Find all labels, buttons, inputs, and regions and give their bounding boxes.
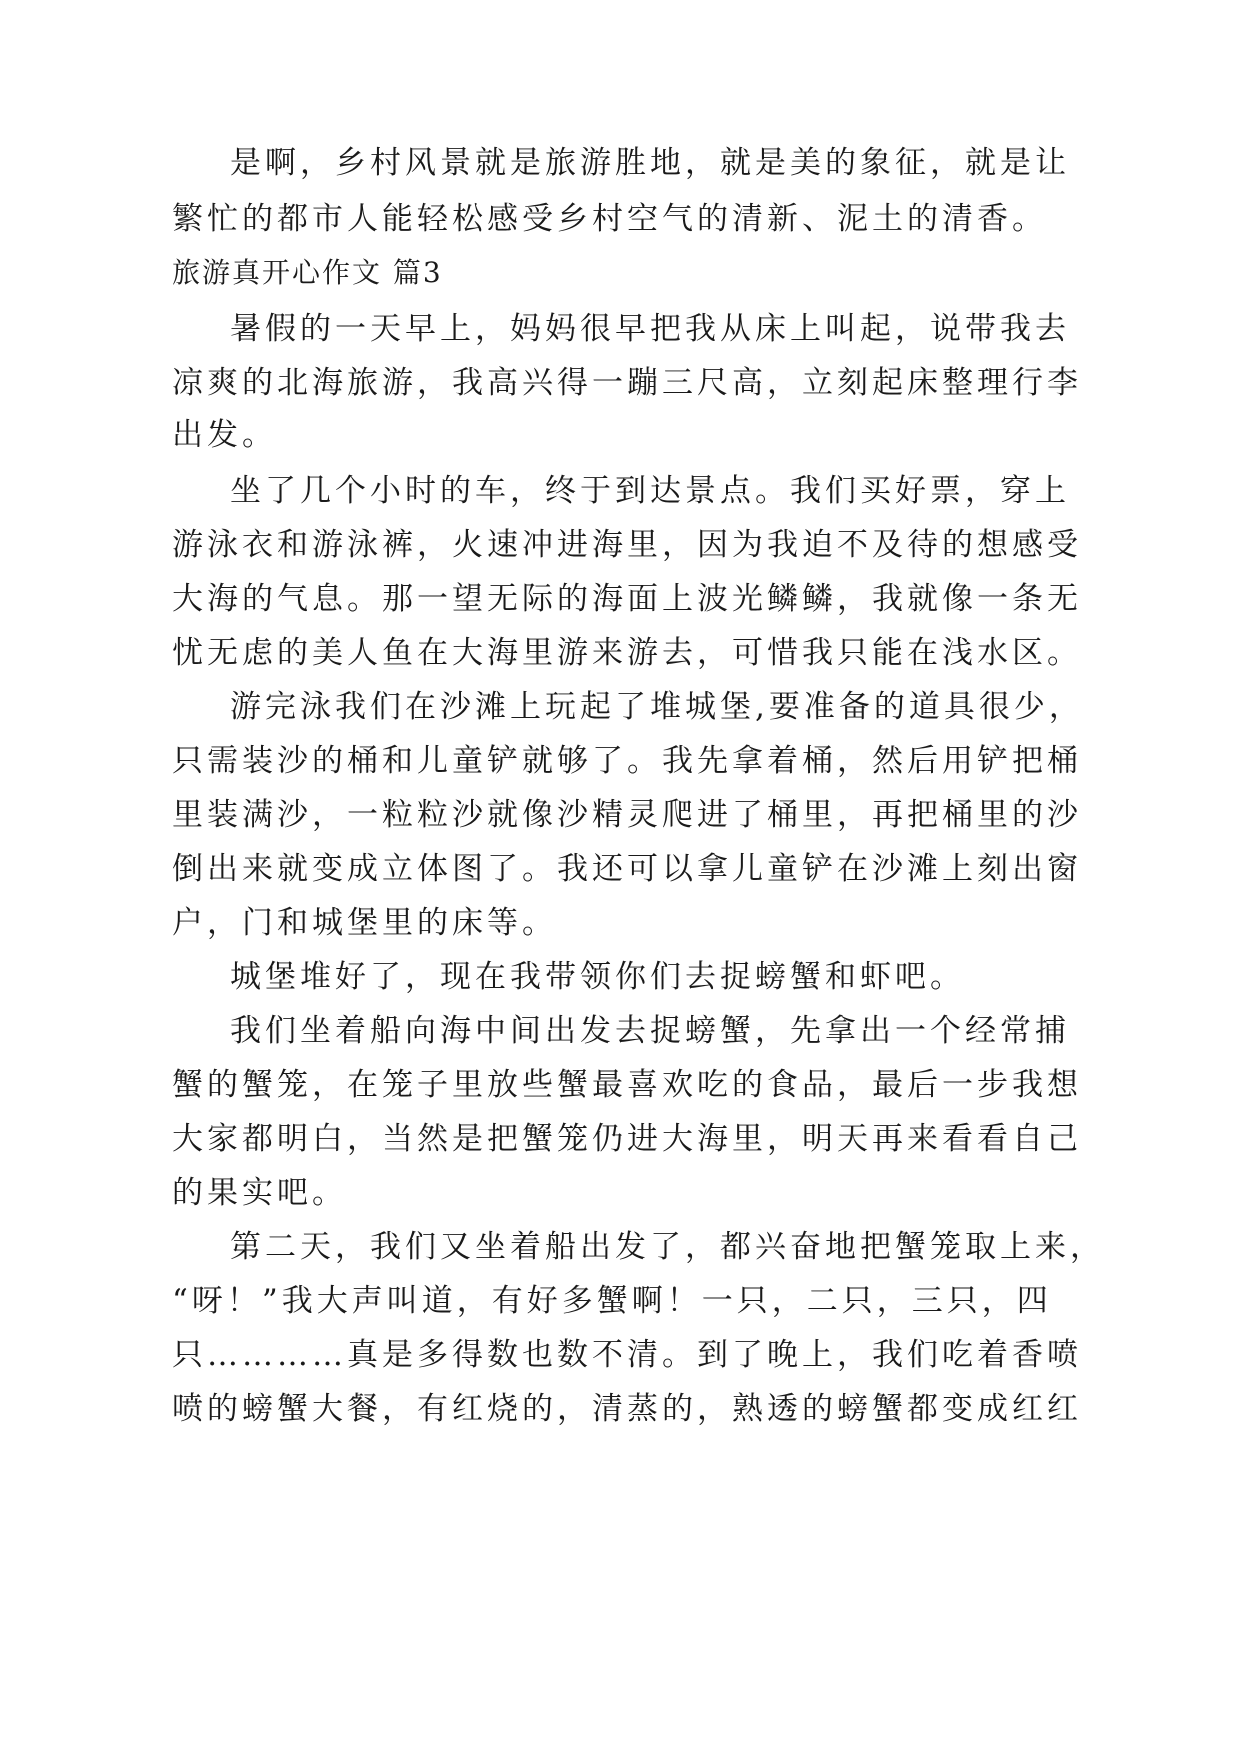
paragraph-line-14: 倒出来就变成立体图了。我还可以拿儿童铲在沙滩上刻出窗	[172, 851, 1082, 887]
paragraph-line-22: “呀！”我大声叫道，有好多蟹啊！一只，二只，三只，四	[172, 1283, 1052, 1319]
paragraph-line-15: 户，门和城堡里的床等。	[172, 905, 557, 941]
paragraph-line-20: 的果实吧。	[172, 1175, 347, 1211]
paragraph-line-13: 里装满沙，一粒粒沙就像沙精灵爬进了桶里，再把桶里的沙	[172, 797, 1082, 833]
section-title: 旅游真开心作文 篇3	[172, 256, 443, 289]
paragraph-line-21: 第二天，我们又坐着船出发了，都兴奋地把蟹笼取上来，	[230, 1229, 1105, 1265]
paragraph-line-18: 蟹的蟹笼，在笼子里放些蟹最喜欢吃的食品，最后一步我想	[172, 1067, 1082, 1103]
paragraph-line-24: 喷的螃蟹大餐，有红烧的，清蒸的，熟透的螃蟹都变成红红	[172, 1391, 1082, 1427]
paragraph-line-9: 大海的气息。那一望无际的海面上波光鳞鳞，我就像一条无	[172, 581, 1082, 617]
paragraph-line-23: 只…………真是多得数也数不清。到了晚上，我们吃着香喷	[172, 1337, 1082, 1373]
paragraph-line-5: 凉爽的北海旅游，我高兴得一蹦三尺高，立刻起床整理行李	[172, 365, 1082, 401]
paragraph-line-8: 游泳衣和游泳裤，火速冲进海里，因为我迫不及待的想感受	[172, 527, 1082, 563]
paragraph-line-4: 暑假的一天早上，妈妈很早把我从床上叫起，说带我去	[230, 311, 1070, 347]
paragraph-line-7: 坐了几个小时的车，终于到达景点。我们买好票，穿上	[230, 473, 1070, 509]
paragraph-line-11: 游完泳我们在沙滩上玩起了堆城堡,要准备的道具很少，	[230, 689, 1084, 725]
paragraph-line-2: 繁忙的都市人能轻松感受乡村空气的清新、泥土的清香。	[172, 201, 1047, 237]
paragraph-line-12: 只需装沙的桶和儿童铲就够了。我先拿着桶，然后用铲把桶	[172, 743, 1082, 779]
paragraph-line-17: 我们坐着船向海中间出发去捉螃蟹，先拿出一个经常捕	[230, 1013, 1070, 1049]
paragraph-line-19: 大家都明白，当然是把蟹笼仍进大海里，明天再来看看自己	[172, 1121, 1082, 1157]
paragraph-line-10: 忧无虑的美人鱼在大海里游来游去，可惜我只能在浅水区。	[172, 635, 1082, 671]
paragraph-line-1: 是啊，乡村风景就是旅游胜地，就是美的象征，就是让	[230, 145, 1070, 181]
paragraph-line-6: 出发。	[172, 417, 277, 453]
paragraph-line-16: 城堡堆好了，现在我带领你们去捉螃蟹和虾吧。	[230, 959, 965, 995]
